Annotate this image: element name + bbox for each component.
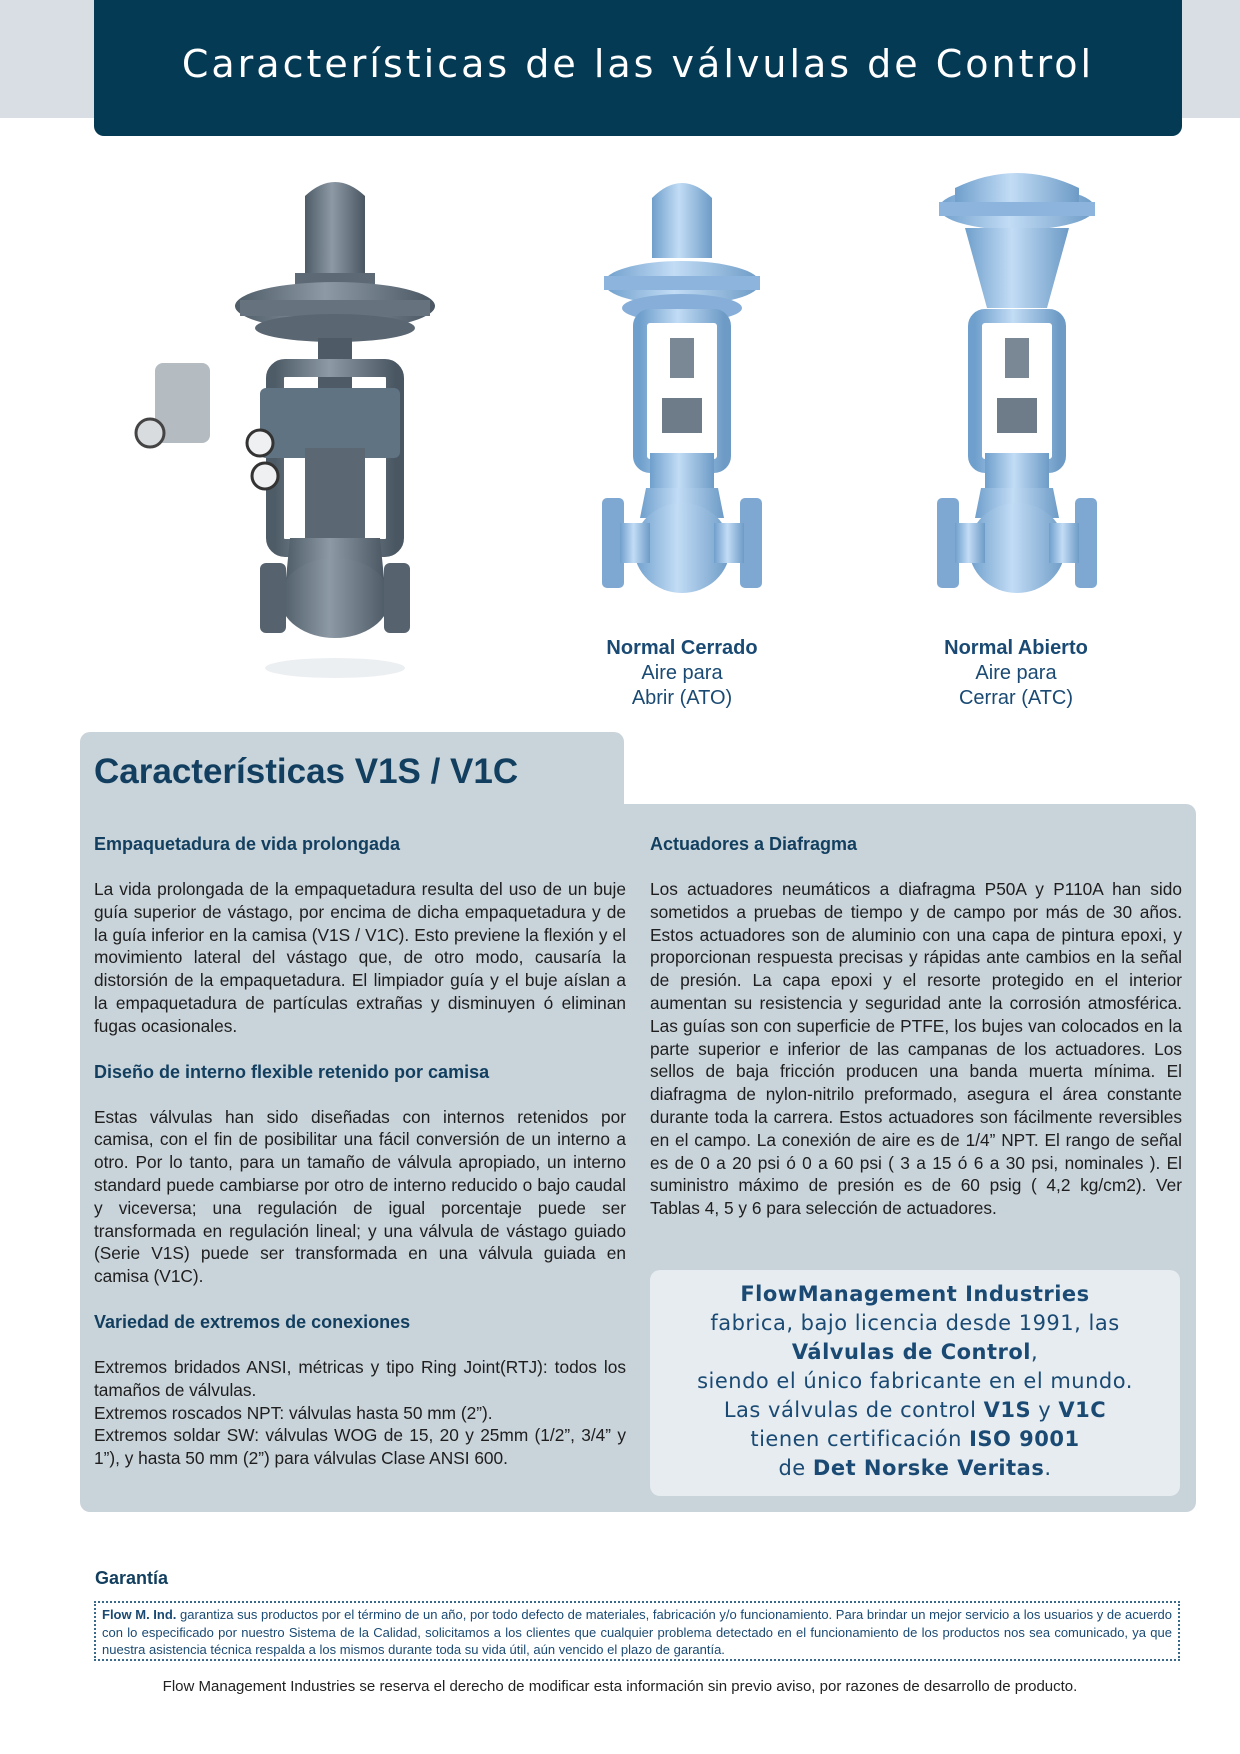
section-text-actuators: Los actuadores neumáticos a diafragma P50A y P110A han sido sometidos a pruebas de tiempo y de campo por más de 30 años. Estos actuadores son de aluminio con una capa de pintura epoxi, y proporcionan respuesta precisas y rápidas ante cambios en la señal de presión. La capa epoxi y el resorte protegido en el interior aumentan su resistencia y seguridad ante la corrosión atmosférica. Las guías son con superficie de PTFE, los bujes van colocados en la parte superior e inferior de las campanas de los actuadores. Los sellos de baja fricción producen una banda muerta mínima. El diafragma de nylon-nitrilo preformado, asegura el área constante durante toda la carrera. Estos actuadores son fácilmente reversibles en el campo. La conexión de aire es de 1/4” NPT. El rango de señal es de 0 a 20 psi ó 0 a 60 psi ( 3 a 15 ó 6 a 30 psi, nominales ). El suministro máximo de presión es de 60 psig ( 4,2 kg/cm2). Ver Tablas 4, 5 y 6 para selección de actuadores. [650,879,1182,1219]
caption-normal-open [896,636,1136,711]
callout-cert-prefix: tienen certificación [750,1427,970,1451]
guarantee-title: Garantía [95,1568,169,1588]
caption-normal-closed [562,636,802,711]
callout-cert-iso: ISO 9001 [969,1427,1080,1451]
callout-company: FlowManagement Industries [740,1282,1090,1306]
callout-model-v1s: V1S [983,1398,1032,1422]
section-text-connections-threaded: Extremos roscados NPT: válvulas hasta 50 mm (2”). [94,1402,493,1423]
caption-normal-open-title: Normal Abierto [944,637,1088,659]
section-heading-connections: Variedad de extremos de conexiones [94,1311,411,1332]
caption-normal-closed-line2: Aire para [641,662,723,684]
right-column [650,832,1182,1242]
certification-callout [650,1270,1180,1496]
caption-normal-closed-line3: Abrir (ATO) [631,687,733,709]
section-text-connections-welded: Extremos soldar SW: válvulas WOG de 15, 20 y 25mm (1/2”, 3/4” y 1”), y hasta 50 mm (2”) para válvulas Clase ANSI 600. [94,1425,626,1469]
section-heading-actuators: Actuadores a Diafragma [650,834,858,854]
header-bar [94,0,1182,136]
section-text-packing: La vida prolongada de la empaquetadura resulta del uso de un buje guía superior de vástago, por encima de dicha empaquetadura y de la guía inferior en la camisa (V1S / V1C). Esto previene la flexión y el movimiento lateral del vástago que, de otro modo, causaría la distorsión de la empaquetadura. El limpiador guía y el buje aíslan a la empaquetadura de partículas extrañas y disminuyen ó eliminan fugas ocasionales. [94,879,626,1036]
section-text-trim: Estas válvulas han sido diseñadas con internos retenidos por camisa, con el fin de posibilitar una fácil conversión de un interno a otro. Por lo tanto, para un tamaño de válvula apropiado, un interno standard puede cambiarse por otro de interno reducido o bajo caudal y viceversa; una regulación de igual porcentaje puede ser transformada en regulación lineal; y una válvula de vástago guiado (Serie V1S) puede ser transformada en una válvula guiada en camisa (V1C). [94,1106,626,1287]
callout-line-models [650,1396,1180,1425]
callout-certifier-name: Det Norske Veritas [812,1456,1045,1480]
callout-certifier-period: . [1044,1456,1052,1480]
valve-with-positioner-image [130,168,450,688]
section-heading-packing: Empaquetadura de vida prolongada [94,834,401,854]
header-side-band-left [0,0,100,118]
callout-models-and: y [1031,1398,1059,1422]
guarantee-brand: Flow M. Ind. [102,1607,177,1622]
callout-line-certifier [650,1454,1180,1483]
page-title: Características de las válvulas de Control [181,42,1095,86]
features-heading: Características V1S / V1C [94,752,519,791]
callout-model-v1c: V1C [1058,1398,1107,1422]
caption-normal-open-line2: Aire para [975,662,1057,684]
valve-normal-closed-image [600,168,765,628]
footer-disclaimer: Flow Management Industries se reserva el derecho de modificar esta información sin previo aviso, por razones de desarrollo de producto. [162,1678,1078,1695]
valve-normal-open-image [935,168,1100,628]
callout-line-unique: siendo el único fabricante en el mundo. [697,1369,1133,1393]
callout-line-cert [650,1425,1180,1454]
caption-normal-closed-title: Normal Cerrado [606,637,758,659]
guarantee-text: garantiza sus productos por el término de un año, por todo defecto de materiales, fabricación y/o funcionamiento. Para brindar un mejor servicio a los usuarios y de acuerdo con lo especificado por nuestro Sistema de la Calidad, solicitamos a los clientes que cualquier problema detectado en el funcionamiento de los productos nos sea comunicado, ya que nuestra asistencia técnica respalda a los mismos durante toda su vida útil, aún vencido el plazo de garantía. [102,1607,1172,1657]
caption-normal-open-line3: Cerrar (ATC) [958,687,1074,709]
callout-product-comma: , [1031,1340,1039,1364]
section-heading-trim: Diseño de interno flexible retenido por camisa [94,1061,490,1082]
left-column [94,832,626,1470]
callout-line-license: fabrica, bajo licencia desde 1991, las [710,1311,1120,1335]
callout-models-prefix: Las válvulas de control [723,1398,984,1422]
section-text-connections-flanged: Extremos bridados ANSI, métricas y tipo Ring Joint(RTJ): todos los tamaños de válvulas. [94,1356,626,1400]
header-side-band-right [1180,0,1240,118]
callout-line-product [650,1338,1180,1367]
callout-product-name: Válvulas de Control [791,1340,1031,1364]
callout-certifier-prefix: de [778,1456,813,1480]
guarantee-box [94,1601,1180,1661]
